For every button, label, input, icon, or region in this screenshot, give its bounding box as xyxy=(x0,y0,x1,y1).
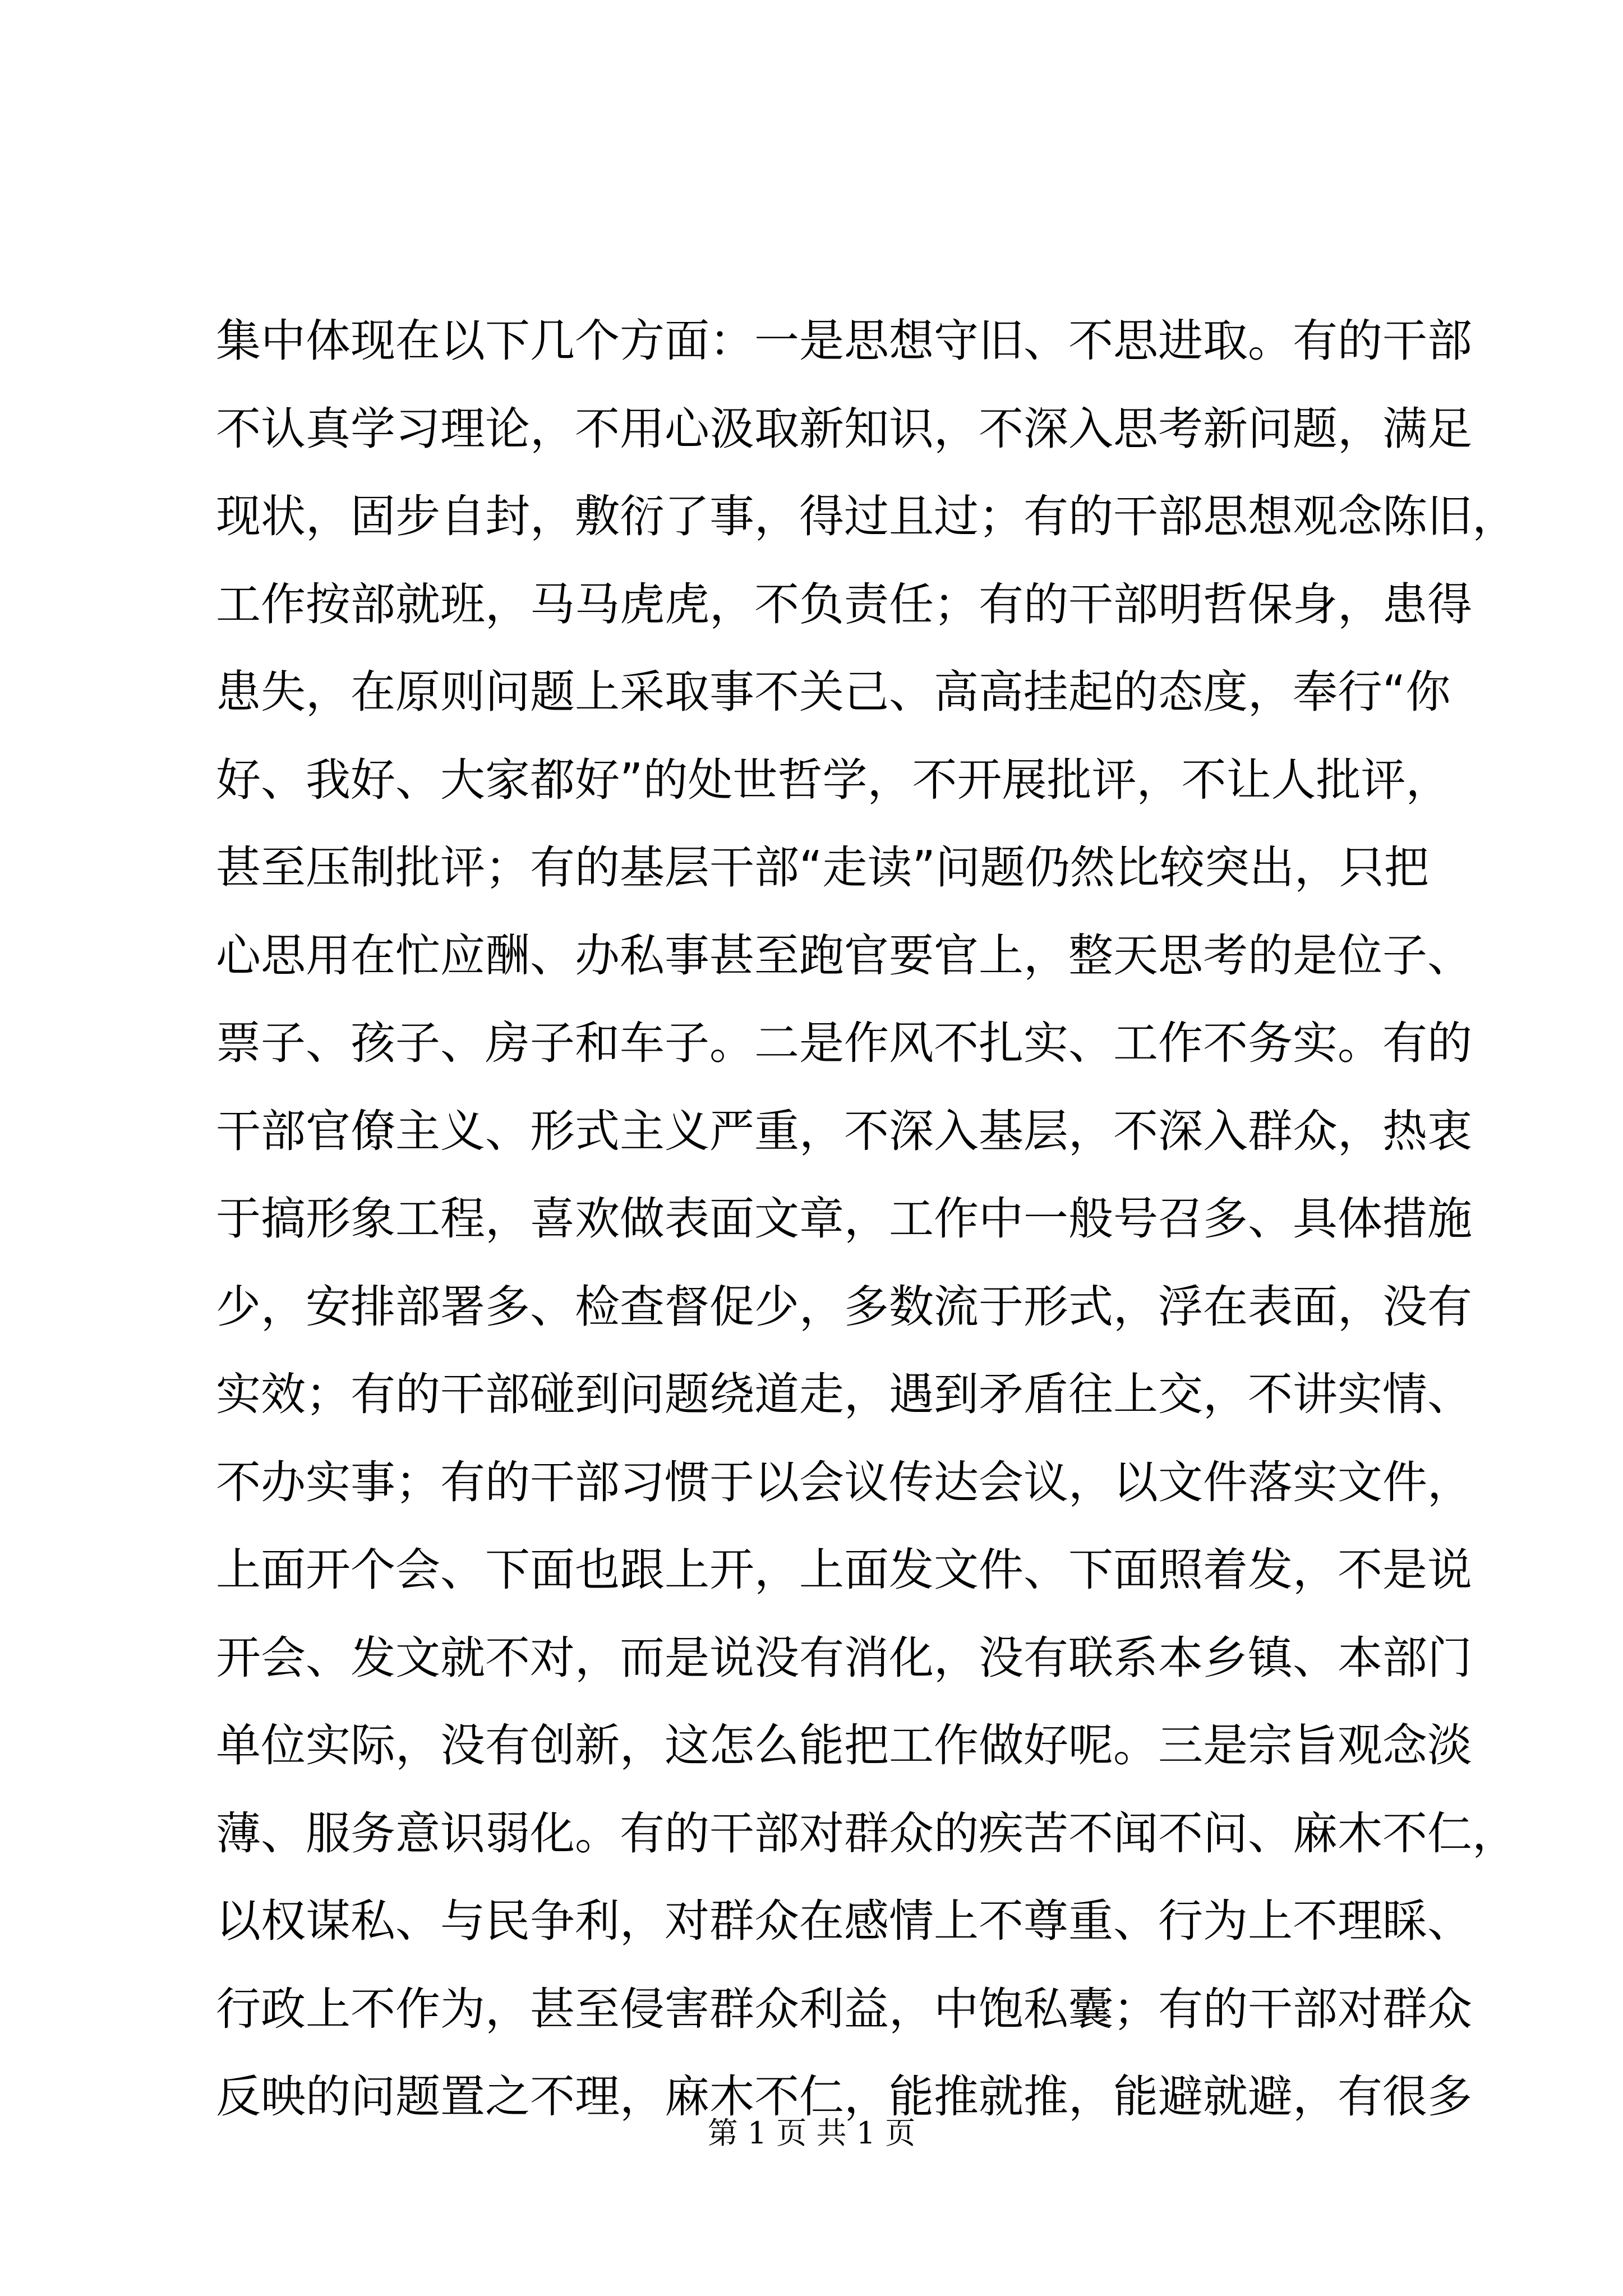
text-line-20: 行政上不作为，甚至侵害群众利益，中饱私囊；有的干部对群众 xyxy=(216,1982,1472,2035)
text-line-18: 薄、服务意识弱化。有的干部对群众的疾苦不闻不问、麻木不仁， xyxy=(216,1807,1517,1860)
text-line-17: 单位实际，没有创新，这怎么能把工作做好呢。三是宗旨观念淡 xyxy=(216,1719,1472,1772)
body-paragraph xyxy=(216,297,1517,2141)
text-line-13: 实效；有的干部碰到问题绕道走，遇到矛盾往上交，不讲实情、 xyxy=(216,1368,1472,1420)
text-line-8: 心思用在忙应酬、办私事甚至跑官要官上，整天思考的是位子、 xyxy=(216,929,1472,982)
text-line-12: 少，安排部署多、检查督促少，多数流于形式，浮在表面，没有 xyxy=(216,1280,1472,1333)
text-line-11: 于搞形象工程，喜欢做表面文章，工作中一般号召多、具体措施 xyxy=(216,1193,1472,1245)
text-line-3: 现状，固步自封，敷衍了事，得过且过；有的干部思想观念陈旧， xyxy=(216,490,1517,542)
page-number-footer: 第 1 页 共 1 页 xyxy=(707,2115,916,2151)
text-line-15: 上面开个会、下面也跟上开，上面发文件、下面照着发，不是说 xyxy=(216,1544,1472,1596)
text-line-14: 不办实事；有的干部习惯于以会议传达会议，以文件落实文件， xyxy=(216,1456,1472,1508)
text-line-1: 集中体现在以下几个方面：一是思想守旧、不思进取。有的干部 xyxy=(216,315,1472,367)
text-line-5: 患失，在原则问题上采取事不关己、高高挂起的态度，奉行“你 xyxy=(216,666,1451,718)
text-line-10: 干部官僚主义、形式主义严重，不深入基层，不深入群众，热衷 xyxy=(216,1105,1472,1157)
text-line-2: 不认真学习理论，不用心汲取新知识，不深入思考新问题，满足 xyxy=(216,402,1472,455)
text-line-7: 甚至压制批评；有的基层干部“走读”问题仍然比较突出，只把 xyxy=(216,841,1429,894)
text-line-4: 工作按部就班，马马虎虎，不负责任；有的干部明哲保身，患得 xyxy=(216,578,1472,631)
text-line-16: 开会、发文就不对，而是说没有消化，没有联系本乡镇、本部门 xyxy=(216,1631,1472,1684)
text-line-6: 好、我好、大家都好”的处世哲学，不开展批评，不让人批评， xyxy=(216,753,1451,806)
text-line-21: 反映的问题置之不理，麻木不仁，能推就推，能避就避，有很多 xyxy=(216,2070,1472,2123)
text-line-19: 以权谋私、与民争利，对群众在感情上不尊重、行为上不理睬、 xyxy=(216,1895,1472,1947)
text-line-9: 票子、孩子、房子和车子。二是作风不扎实、工作不务实。有的 xyxy=(216,1017,1472,1069)
